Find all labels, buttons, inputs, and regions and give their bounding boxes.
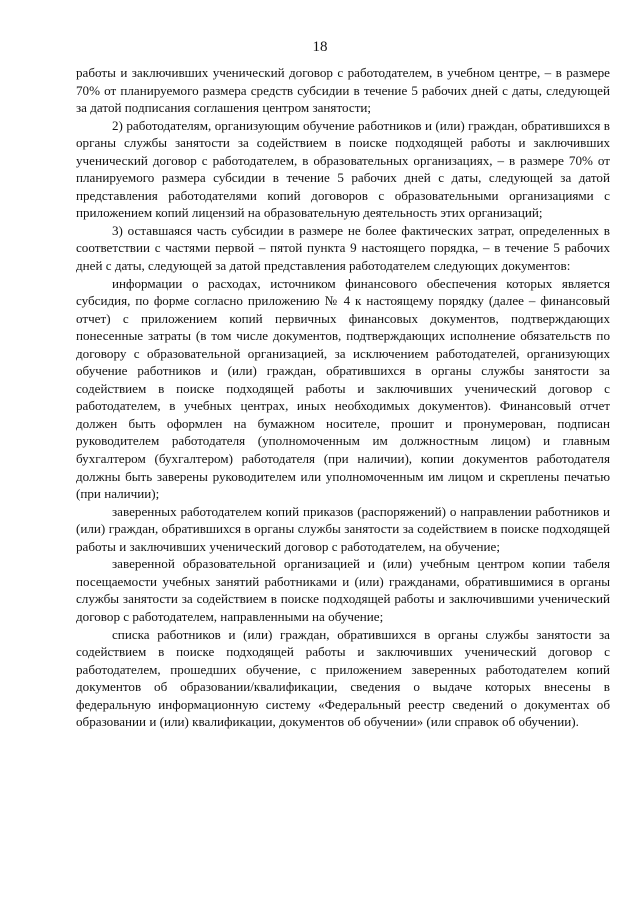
paragraph-item-2: 2) работодателям, организующим обучение работников и (или) граждан, обратившихся в органы службы занятости за содействием в поиске подходящей работы и заключивших ученический договор с работодателем, в образовательных организациях, – в размере 70% от планируемого размера субсидии в течение 5 рабочих дней с даты, следующей за датой представления работодателями копий договоров с образовательными организациями с приложением копий лицензий на образовательную деятельность этих организаций;: [76, 117, 610, 221]
paragraph-continuation: работы и заключивших ученический договор с работодателем, в учебном центре, – в размере 70% от планируемого размера средств субсидии в течение 5 рабочих дней с даты, следующей за датой подписания соглашения центром занятости;: [76, 65, 610, 116]
document-body: [76, 64, 610, 731]
paragraph-trained-list: списка работников и (или) граждан, обратившихся в органы службы занятости за содействием в поиске подходящей работы и заключивших ученический договор с работодателем, прошедших обучение, с приложением заверенных работодателем копий документов об образовании/квалификации, сведения о выдаче которых внесены в федеральную информационную систему «Федеральный реестр сведений о документах об образовании и (или) квалификации, документов об обучении» (или справок об обучении).: [76, 626, 610, 730]
paragraph-attendance-sheet: заверенной образовательной организацией и (или) учебным центром копии табеля посещаемости учебных занятий работниками и (или) гражданами, обратившимися в органы службы занятости за содействием в поиске подходящей работы и заключившими ученический договор с работодателем, направленными на обучение;: [76, 556, 610, 624]
paragraph-financial-report: информации о расходах, источником финансового обеспечения которых является субсидия, по форме согласно приложению № 4 к настоящему порядку (далее – финансовый отчет) с приложением копий первичных финансовых документов, подтверждающих понесенные затраты (в том числе документов, подтверждающих исполнение обязательств по договору с образовательной организацией, за исключением работодателей, организующих обучение работников и (или) граждан, обратившихся в органы службы занятости за содействием в поиске подходящей работы и заключивших ученический договор с работодателем, в учебных центрах, иных необходимых документов). Финансовый отчет должен быть оформлен на бумажном носителе, прошит и пронумерован, подписан руководителем работодателя (уполномоченным им должностным лицом) и главным бухгалтером (бухгалтером) работодателя (при наличии), копии документов работодателя должны быть заверены руководителем или уполномоченным им лицом и скреплены печатью (при наличии);: [76, 275, 610, 502]
paragraph-orders-copies: заверенных работодателем копий приказов (распоряжений) о направлении работников и (или) граждан, обратившихся в органы службы занятости за содействием в поиске подходящей работы и заключивших ученический договор с работодателем, на обучение;: [76, 503, 610, 554]
page-number: 18: [312, 39, 328, 55]
paragraph-item-3: 3) оставшаяся часть субсидии в размере не более фактических затрат, определенных в соответствии с частями первой – пятой пункта 9 настоящего порядка, – в течение 5 рабочих дней с даты, следующей за датой представления работодателем следующих документов:: [76, 222, 610, 274]
